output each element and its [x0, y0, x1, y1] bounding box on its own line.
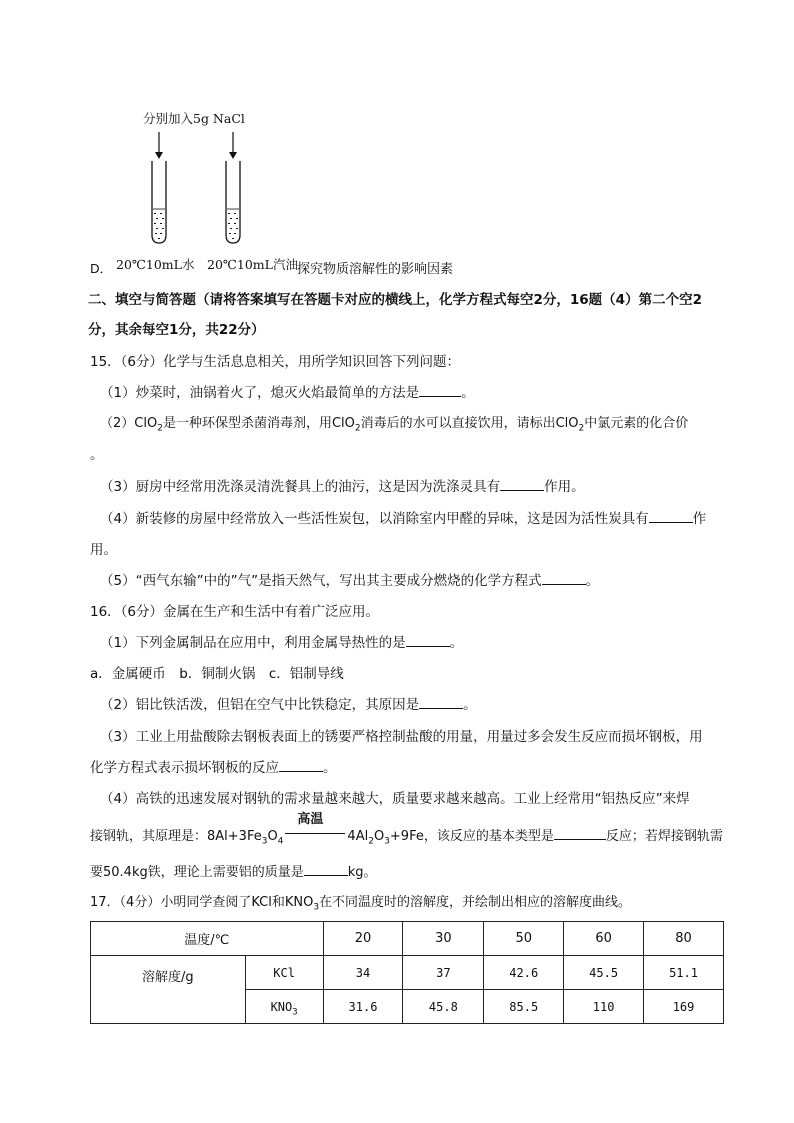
q16-part3-cont: 化学方程式表示损坏钢板的反应 。 [90, 760, 337, 776]
q16-part3: （3）工业上用盐酸除去钢板表面上的锈要严格控制盐酸的用量，用量过多会发生反应而损坏钢板，用 [100, 729, 703, 745]
tube-right-label: 20℃10mL汽油 [207, 257, 298, 272]
answer-blank [649, 509, 693, 523]
table-header-cell: 20 [323, 922, 403, 956]
tube-left-label: 20℃10mL水 [116, 257, 195, 272]
table-header-cell: 80 [644, 922, 724, 956]
q17-stem: 17．（4分）小明同学查阅了KCl和$KNO_3$在不同温度时的溶解度，并绘制出相应的溶解度曲线。 [90, 895, 632, 913]
answer-blank [419, 695, 463, 709]
table-header-cell: 30 [403, 922, 484, 956]
table-row-label-kno3: $KNO_3$ [245, 990, 323, 1024]
table-cell: 169 [644, 990, 724, 1024]
table-header-cell: 60 [564, 922, 644, 956]
answer-blank [542, 571, 586, 585]
q15-part4-cont: 用。 [90, 542, 117, 558]
section2-heading-line1: 二、填空与简答题（请将答案填写在答题卡对应的横线上，化学方程式每空2分，16题（4）第二个空2 [88, 292, 702, 308]
table-cell: 85.5 [484, 990, 564, 1024]
left-tube-liquid-icon [154, 213, 164, 239]
table-cell: 45.8 [403, 990, 484, 1024]
table-row-label-kcl: KCl [245, 956, 323, 990]
arrow-left-head-icon [155, 152, 163, 159]
q15-part5: （5）“西气东输”中的”气”是指天然气，写出其主要成分燃烧的化学方程式 。 [100, 573, 600, 589]
q15-part3: （3）厨房中经常用洗涤灵清洗餐具上的油污，这是因为洗涤灵具有 作用。 [100, 479, 585, 495]
answer-blank [554, 826, 606, 840]
right-tube-liquid-icon [228, 213, 238, 239]
q15-stem: 15．（6分）化学与生活息息相关，用所学知识回答下列问题： [90, 354, 461, 370]
reaction-condition: 高温 [297, 812, 324, 827]
q15-part1: （1）炒菜时，油锅着火了，熄灭火焰最简单的方法是 。 [100, 385, 475, 401]
answer-blank [419, 383, 461, 397]
q16-part4-equation-line: 接钢轨，其原理是：$8Al+3Fe_3O_4$ 高温 $4Al_2O_3+9Fe$，该反应的基本类型是 反应；若焊接钢轨需 [90, 812, 723, 847]
q16-part4: （4）高铁的迅速发展对钢轨的需求量越来越大，质量要求越来越高。工业上经常用“铝热反应”来焊 [100, 791, 690, 807]
table-cell: 37 [403, 956, 484, 990]
reaction-arrow [283, 812, 347, 840]
answer-blank [500, 477, 544, 491]
option-letter-d: D． [90, 261, 113, 276]
table-cell: 42.6 [484, 956, 564, 990]
table-header-cell: 50 [484, 922, 564, 956]
arrow-right-head-icon [229, 152, 237, 159]
right-tube-icon [226, 161, 240, 243]
table-header-temp: 温度/℃ [91, 922, 324, 956]
table-row [91, 956, 724, 990]
q16-options: a．金属硬币 b．铜制火锅 c．铝制导线 [90, 666, 344, 682]
table-cell: 34 [323, 956, 403, 990]
figure-top-label: 分别加入5g NaCl [143, 111, 245, 126]
answer-blank [304, 862, 348, 876]
q15-part2: （2）ClO$_2$是一种环保型杀菌消毒剂，用ClO$_2$消毒后的水可以直接饮用，请标出ClO$_2$中氯元素的化合价 [100, 416, 689, 434]
left-tube-icon [152, 161, 166, 243]
q16-part4-line3: 要50.4kg铁，理论上需要铝的质量是 kg。 [90, 862, 377, 883]
figure-caption: 探究物质溶解性的影响因素 [297, 262, 454, 277]
test-tube-figure [140, 105, 270, 255]
q16-part1: （1）下列金属制品在应用中，利用金属导热性的是 。 [100, 635, 464, 651]
answer-blank [279, 758, 323, 772]
table-cell: 51.1 [644, 956, 724, 990]
table-cell: 31.6 [323, 990, 403, 1024]
table-row [91, 922, 724, 956]
solubility-table [90, 921, 724, 1024]
q16-part2: （2）铝比铁活泼，但铝在空气中比铁稳定，其原因是 。 [100, 697, 477, 713]
answer-blank [406, 633, 450, 647]
q15-part2-end: 。 [90, 447, 104, 463]
table-row-group-label: 溶解度/g [91, 956, 246, 1024]
q15-part4: （4）新装修的房屋中经常放入一些活性炭包，以消除室内甲醛的异味，这是因为活性炭具有 作 [100, 511, 707, 527]
q16-stem: 16．（6分）金属在生产和生活中有着广泛应用。 [90, 604, 380, 620]
section2-heading-line2: 分，其余每空1分，共22分） [88, 322, 265, 338]
table-cell: 45.5 [564, 956, 644, 990]
table-cell: 110 [564, 990, 644, 1024]
